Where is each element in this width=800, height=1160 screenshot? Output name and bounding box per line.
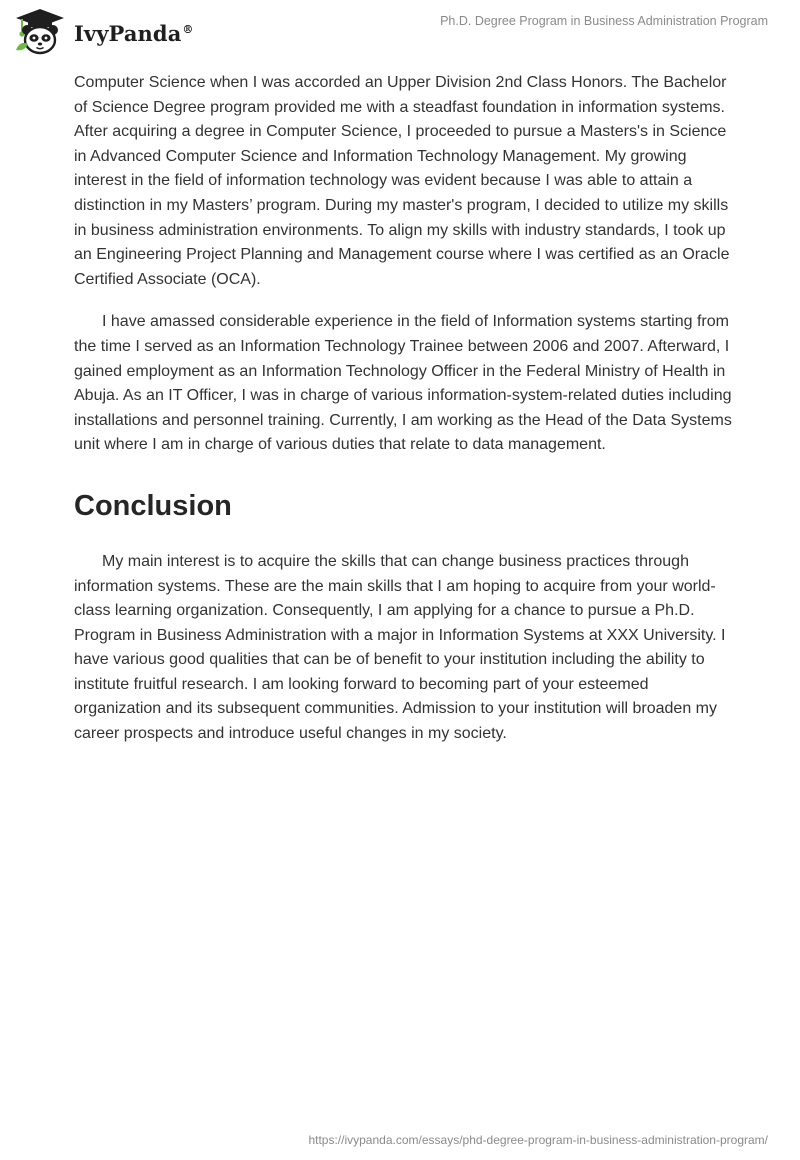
paragraph-education: Computer Science when I was accorded an Upper Division 2nd Class Honors. The Bachelor of Science Degree program provided me with a steadfast foundation in information systems. After acquiring a degree in Computer Science, I proceeded to pursue a Masters's in Science in Advanced Computer Science and Information Technology Management. My growing interest in the field of information technology was evident because I was able to attain a distinction in my Masters’ program. During my master's program, I decided to utilize my skills in business administration environments. To align my skills with industry standards, I took up an Engineering Project Planning and Management course where I was certified as an Oracle Certified Associate (OCA). xyxy=(74,74,730,288)
brand-name: IvyPanda® xyxy=(74,20,194,46)
panda-graduate-icon xyxy=(14,8,66,56)
source-url-link[interactable]: https://ivypanda.com/essays/phd-degree-program-in-business-administration-program/ xyxy=(308,1133,768,1147)
ivypanda-logo[interactable] xyxy=(14,8,194,56)
page-header xyxy=(0,0,800,66)
paragraph-conclusion: My main interest is to acquire the skills that can change business practices through information systems. These are the main skills that I am hoping to acquire from your world-class learning organization. Consequently, I am applying for a chance to pursue a Ph.D. Program in Business Administration with a major in Information Systems at XXX University. I have various good qualities that can be of benefit to your institution including the ability to institute fruitful research. I am looking forward to becoming part of your esteemed organization and its subsequent communities. Admission to your institution will broaden my career prospects and introduce useful changes in my society. xyxy=(74,552,726,743)
registered-mark: ® xyxy=(182,22,194,36)
paragraph-experience: I have amassed considerable experience in the field of Information systems starting from the time I served as an Information Technology Trainee between 2006 and 2007. Afterward, I gained employment as an Information Technology Officer in the Federal Ministry of Health in Abuja. As an IT Officer, I was in charge of various information-system-related duties including installations and personnel training. Currently, I am working as the Head of the Data Systems unit where I am in charge of various duties that relate to data management. xyxy=(74,313,732,454)
document-title: Ph.D. Degree Program in Business Administration Program xyxy=(440,14,768,28)
essay-content xyxy=(74,71,734,747)
conclusion-heading: Conclusion xyxy=(74,489,232,522)
